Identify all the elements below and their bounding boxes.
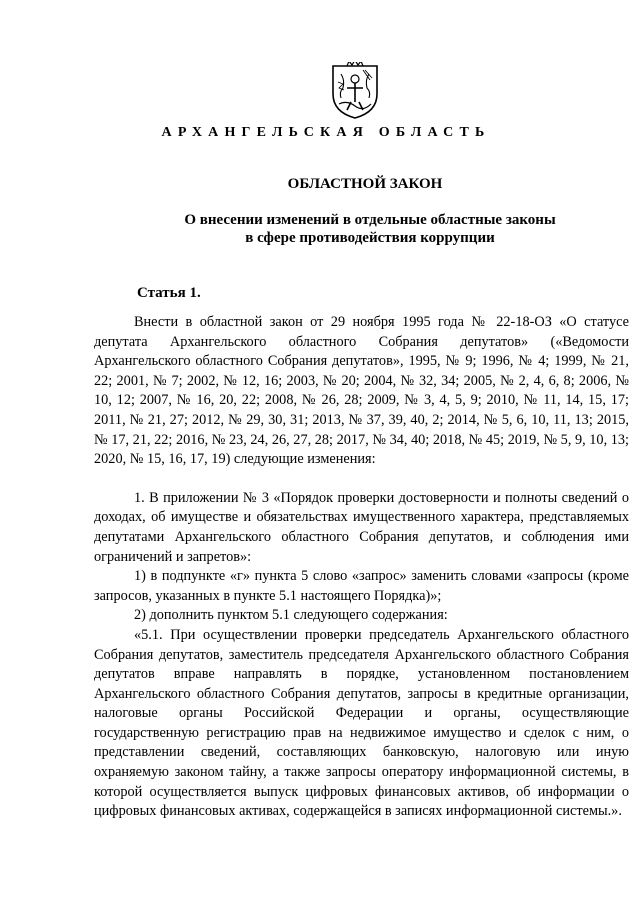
article-heading: Статья 1. [137, 285, 201, 301]
law-title-line-1: О внесении изменений в отдельные областные законы [184, 212, 556, 228]
subitem-2-paragraph: 2) дополнить пунктом 5.1 следующего содержания: [134, 607, 448, 624]
item-1-paragraph: 1. В приложении № 3 «Порядок проверки достоверности и полноты сведений о доходах, об имуществе и обязательствах имущественного характера, представляемых депутатами Архангельского областного Собрания депутатов, и соблюдения ими ограничений и запретов»: [94, 489, 629, 565]
article-body [94, 313, 629, 822]
region-name: АРХАНГЕЛЬСКАЯ ОБЛАСТЬ [161, 125, 491, 140]
law-title-line-2: в сфере противодействия коррупции [245, 230, 495, 246]
law-title [150, 211, 590, 247]
document-type: ОБЛАСТНОЙ ЗАКОН [287, 176, 443, 192]
quoted-point-5-1: «5.1. При осуществлении проверки председатель Архангельского областного Собрания депутатов, заместитель председателя Архангельского областного Собрания депутатов вправе направлять в порядке, установленном постановлением Архангельского областного Собрания депутатов, запросы в кредитные организации, налоговые органы Российской Федерации и органы, осуществляющие государственную регистрацию прав на недвижимое имущество и сделок с ним, о представлении сведений, составляющих банковскую, налоговую или иную охраняемую законом тайну, а также запросы оператору информационной системы, в которой осуществляется выпуск цифровых финансовых активов, об информации о цифровых финансовых активах, содержащейся в записях информационной системы.». [94, 626, 629, 820]
subitem-1-paragraph: 1) в подпункте «г» пункта 5 слово «запрос» заменить словами «запросы (кроме запросов, указанных в пункте 5.1 настоящего Порядка)»; [94, 568, 629, 604]
intro-paragraph: Внести в областной закон от 29 ноября 1995 года № 22-18-ОЗ «О статусе депутата Архангельского областного Собрания депутатов» («Ведомости Архангельского областного Собрания депутатов», 1995, № 9; 1996, № 4; 1999, № 21, 22; 2001, № 7; 2002, № 12, 16; 2003, № 20; 2004, № 32, 34; 2005, № 2, 4, 6, 8; 2006, № 10, 12; 2007, № 16, 20, 22; 2008, № 26, 28; 2009, № 3, 4, 5, 9; 2010, № 11, 14, 15, 17; 2011, № 21, 27; 2012, № 29, 30, 31; 2013, № 37, 39, 40, 2; 2014, № 5, 6, 10, 11, 13; 2015, № 17, 21, 22; 2016, № 23, 24, 26, 27, 28; 2017, № 34, 40; 2018, № 45; 2019, № 5, 9, 10, 13; 2020, № 15, 16, 17, 19) следующие изменения: [94, 314, 629, 468]
arkhangelsk-coat-of-arms-icon [329, 62, 381, 120]
